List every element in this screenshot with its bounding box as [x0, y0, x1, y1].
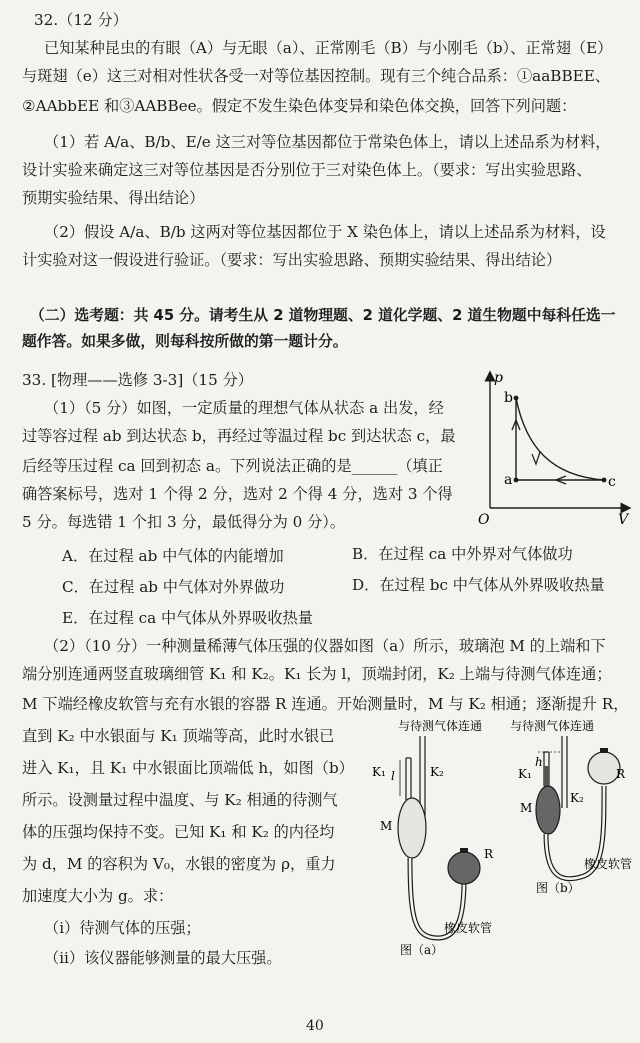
figure-a — [360, 716, 510, 956]
section2-line: （二）选考题：共 45 分。请考生从 2 道物理题、2 道化学题、2 道生物题中每科任选一 — [30, 307, 616, 324]
option-d: D．在过程 bc 中气体从外界吸收热量 — [352, 576, 605, 594]
m-label: M — [520, 801, 533, 815]
gas-label: 与待测气体连通 — [398, 719, 483, 733]
q32-line: ②AAbbEE 和③AABBee。假定不发生染色体变异和染色体交换，回答下列问题： — [22, 97, 577, 115]
origin-label: O — [478, 512, 490, 528]
option-e: E．在过程 ca 中气体从外界吸收热量 — [62, 609, 313, 627]
k2-label: K₂ — [430, 765, 444, 779]
bulb-m — [536, 786, 560, 834]
q33-part2-line: 体的压强均保持不变。已知 K₁ 和 K₂ 的内径均 — [22, 823, 335, 841]
q32-header: 32.（12 分） — [34, 11, 128, 29]
caption-a: 图（a） — [400, 943, 444, 956]
r-label: R — [484, 847, 494, 861]
hose-label: 橡皮软管 — [444, 921, 493, 935]
q33-part2-line: 端分别连通两竖直玻璃细管 K₁ 和 K₂。K₁ 长为 l，顶端封闭，K₂ 上端与待测气体连通； — [22, 665, 612, 683]
hose-label: 橡皮软管 — [584, 857, 633, 871]
q32-line: 计实验对这一假设进行验证。（要求：写出实验思路、预期实验结果、得出结论） — [22, 251, 562, 269]
r-label: R — [616, 767, 626, 781]
q33-part2-line: 为 d，M 的容积为 V₀，水银的密度为 ρ，重力 — [22, 855, 336, 873]
figure-b — [500, 716, 640, 896]
k2-label: K₂ — [570, 791, 584, 805]
q33-part1-line: 后经等压过程 ca 回到初态 a。下列说法正确的是______（填正 — [22, 457, 443, 475]
gas-label: 与待测气体连通 — [510, 719, 595, 733]
bulb-m — [398, 798, 426, 858]
q32-line: （1）若 A/a、B/b、E/e 这三对等位基因都位于常染色体上，请以上述品系为材料， — [44, 133, 611, 151]
point-c-label: c — [608, 474, 616, 490]
option-c: C．在过程 ab 中气体对外界做功 — [62, 578, 285, 596]
q33-part2-line: （ii）该仪器能够测量的最大压强。 — [44, 949, 282, 967]
page-number: 40 — [306, 1018, 324, 1034]
option-b: B．在过程 ca 中外界对气体做功 — [352, 545, 573, 563]
q33-part2-line: （2）（10 分）一种测量稀薄气体压强的仪器如图（a）所示，玻璃泡 M 的上端和下 — [44, 637, 606, 655]
p-label: p — [494, 370, 503, 386]
q32-line: 预期实验结果、得出结论） — [22, 189, 205, 207]
l-label: l — [391, 769, 395, 783]
section2-line: 题作答。如果多做，则每科按所做的第一题计分。 — [22, 333, 348, 350]
point-b-label: b — [504, 390, 513, 406]
k1-label: K₁ — [372, 765, 386, 779]
q33-part1-line: （1）（5 分）如图，一定质量的理想气体从状态 a 出发，经 — [44, 399, 444, 417]
q32-line: 已知某种昆虫的有眼（A）与无眼（a）、正常刚毛（B）与小刚毛（b）、正常翅（E） — [44, 39, 613, 57]
caption-b: 图（b） — [536, 881, 580, 895]
q32-line: 设计实验来确定这三对等位基因是否分别位于三对染色体上。（要求：写出实验思路、 — [22, 161, 592, 179]
q33-part1-line: 确答案标号，选对 1 个得 2 分，选对 2 个得 4 分，选对 3 个得 — [22, 485, 453, 503]
point-a-label: a — [504, 472, 513, 488]
v-label: V — [618, 512, 629, 528]
k1-label: K₁ — [518, 767, 532, 781]
q33-header: 33. [物理——选修 3-3]（15 分） — [22, 371, 253, 389]
q33-part2-line: 直到 K₂ 中水银面与 K₁ 顶端等高，此时水银已 — [22, 727, 335, 745]
q33-part1-line: 5 分。每选错 1 个扣 3 分，最低得分为 0 分）。 — [22, 513, 346, 531]
h-label: h — [535, 755, 543, 769]
reservoir-r — [448, 852, 480, 884]
option-a: A．在过程 ab 中气体的内能增加 — [62, 547, 284, 565]
q33-part2-line: 进入 K₁，且 K₁ 中水银面比顶端低 h，如图（b） — [22, 759, 354, 777]
pv-graph — [474, 368, 634, 528]
q33-part2-line: 加速度大小为 g。求： — [22, 887, 174, 905]
q33-part2-line: （i）待测气体的压强； — [44, 919, 201, 937]
q32-line: 与斑翅（e）这三对相对性状各受一对等位基因控制。现有三个纯合品系：①aaBBEE、 — [22, 67, 610, 85]
process-bc — [516, 398, 604, 480]
m-label: M — [380, 819, 393, 833]
arrow-bc — [532, 452, 540, 464]
q33-part2-line: M 下端经橡皮软管与充有水银的容器 R 连通。开始测量时，M 与 K₂ 相通；逐渐提升 R， — [22, 695, 629, 713]
q33-part2-line: 所示。设测量过程中温度、与 K₂ 相通的待测气 — [22, 791, 338, 809]
q33-part1-line: 过等容过程 ab 到达状态 b，再经过等温过程 bc 到达状态 c，最 — [22, 427, 456, 445]
q32-line: （2）假设 A/a、B/b 这两对等位基因都位于 X 染色体上，请以上述品系为材料，设 — [44, 223, 606, 241]
